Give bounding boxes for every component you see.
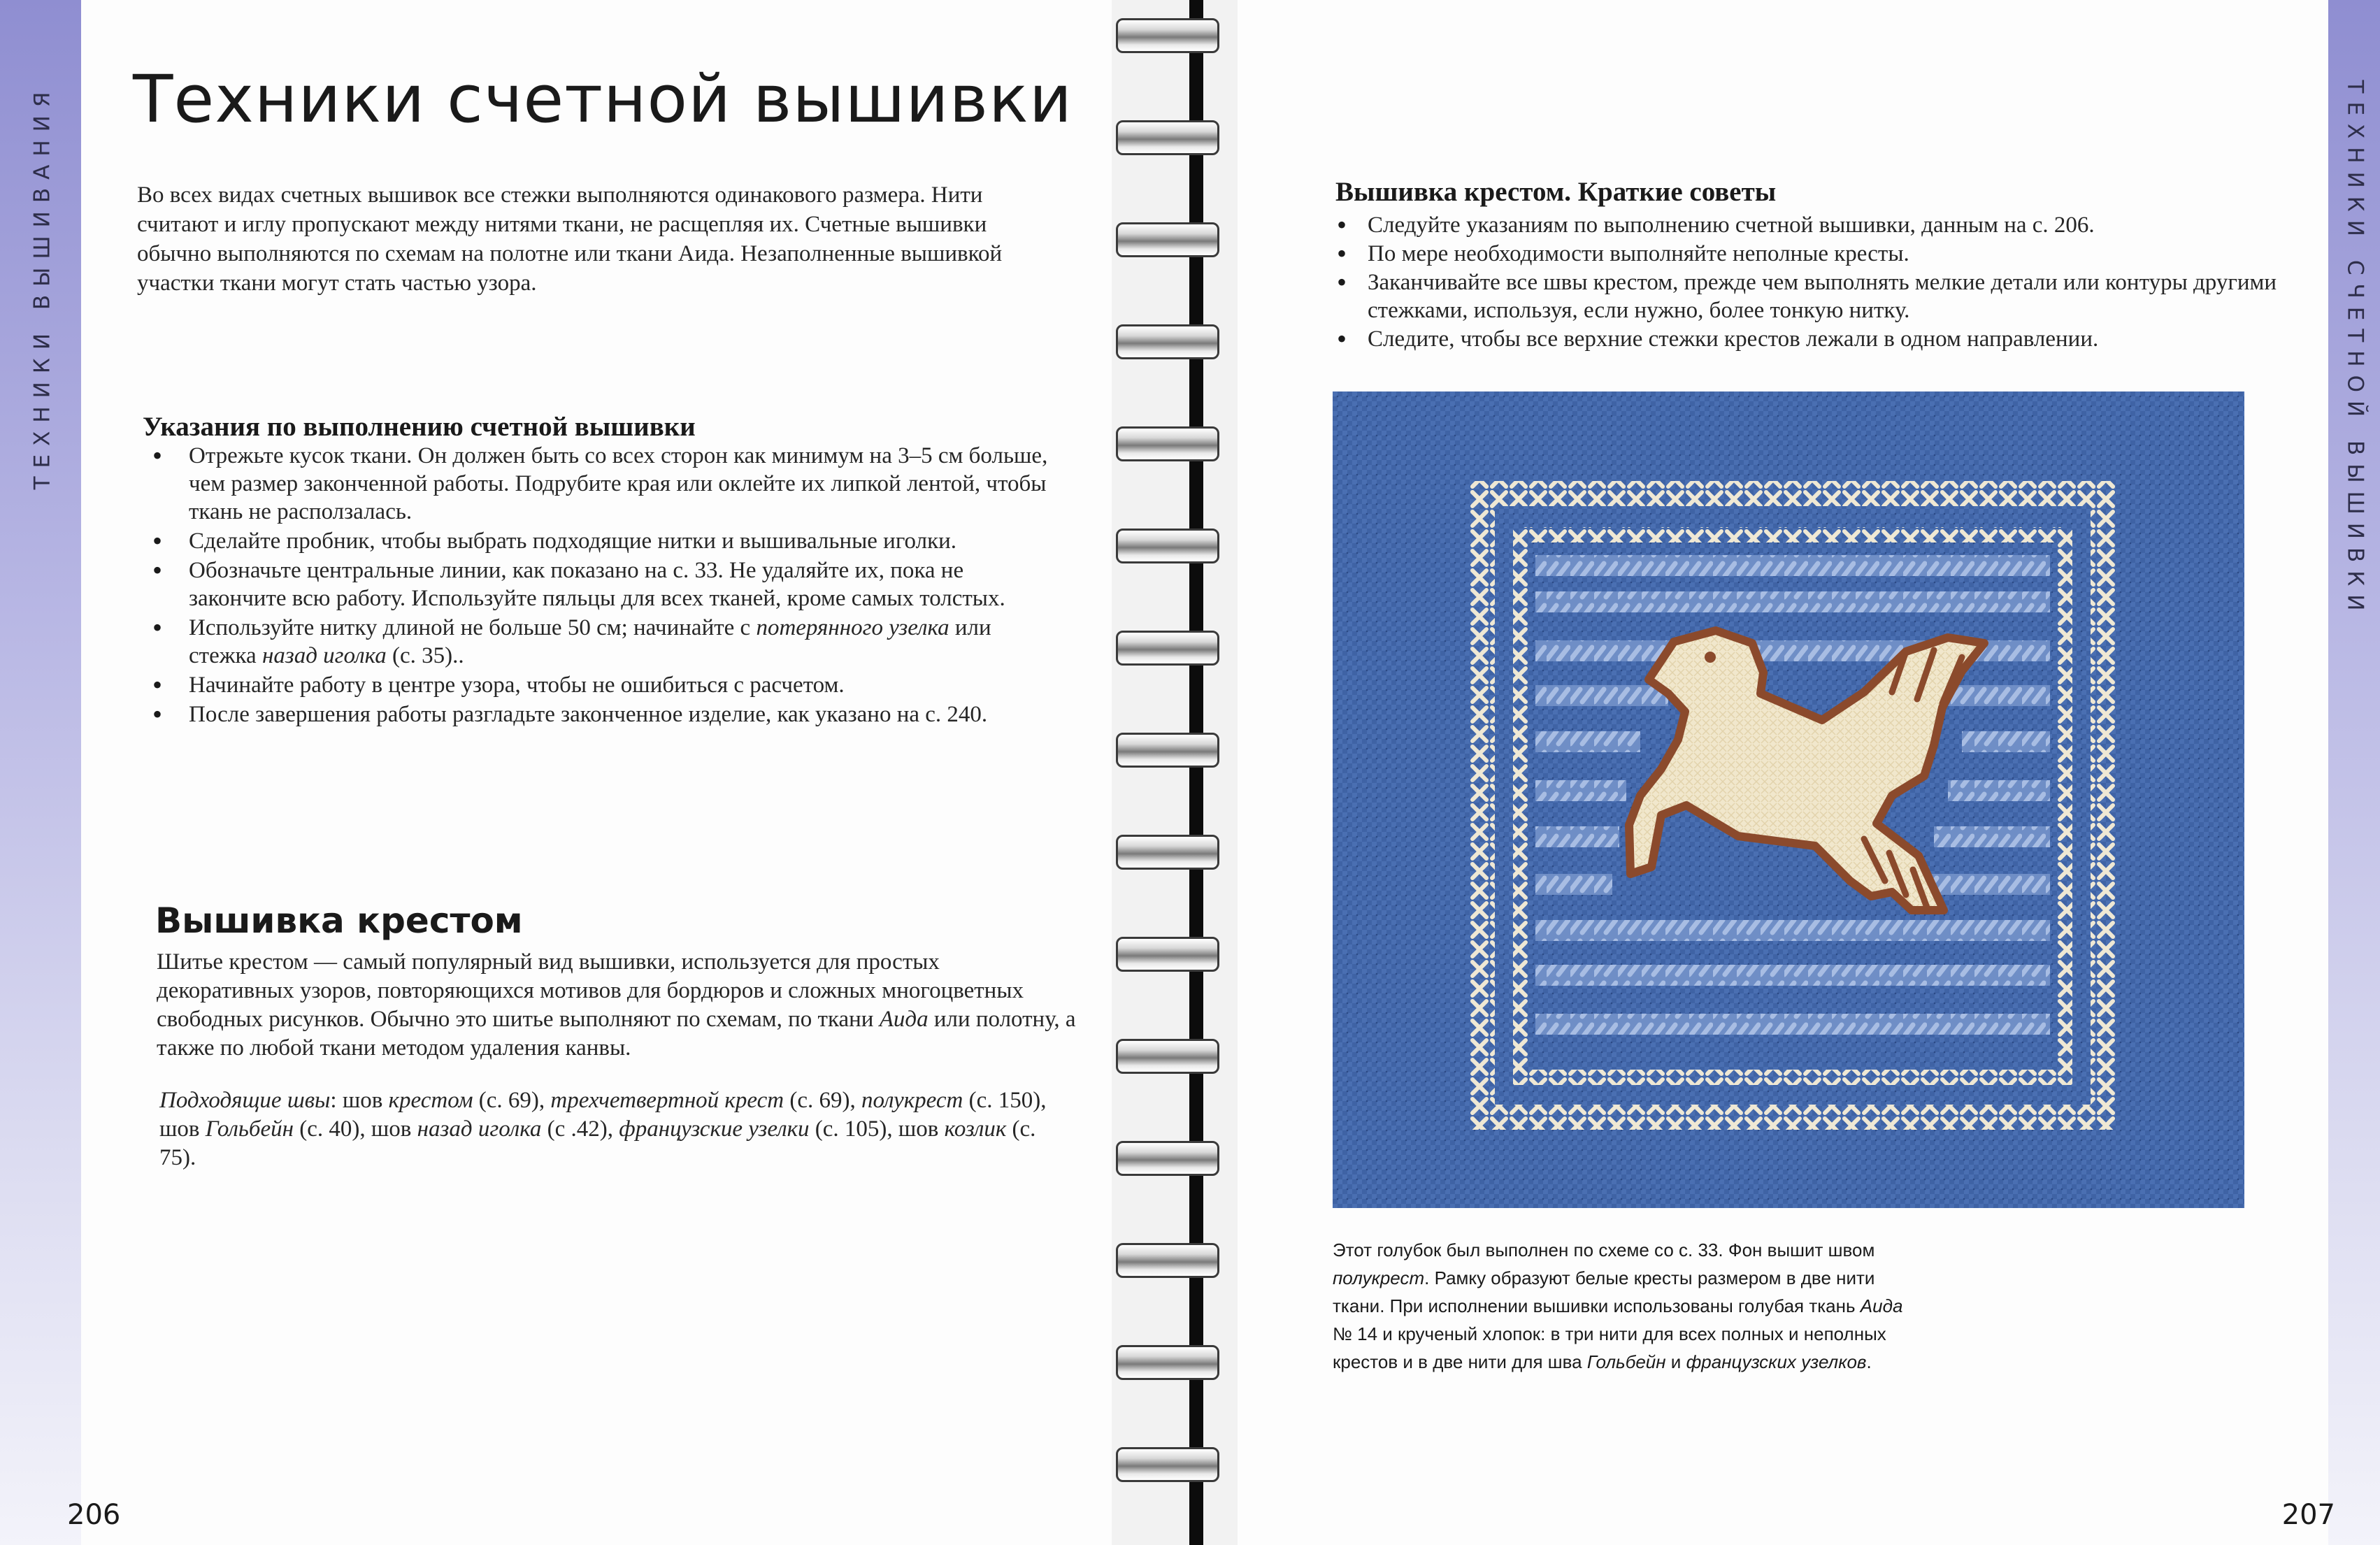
paragraph-text: (с. 150), шов (159, 1088, 1047, 1142)
spiral-binding (1112, 0, 1238, 1545)
stitch-name: Гольбейн (205, 1116, 294, 1142)
list-item: • Следите, чтобы все верхние стежки крестов лежали в одном направлении. (1335, 325, 2300, 353)
caption-text: и (1665, 1351, 1686, 1372)
list-item: • После завершения работы разгладьте законченное изделие, как указано на с. 240. (150, 700, 1059, 728)
binding-ring (1116, 835, 1219, 870)
page-title: Техники счетной вышивки (133, 62, 1073, 138)
stitch-name: назад иголка (261, 643, 387, 668)
instructions-list (150, 442, 1059, 730)
binding-ring (1116, 222, 1219, 257)
paragraph-text: (с. 75). (159, 1116, 1036, 1170)
binding-ring (1116, 426, 1219, 461)
list-item: • Заканчивайте все швы крестом, прежде чем выполнять мелкие детали или контуры другими стежками, используя, если нужно, более тонкую нитку. (1335, 268, 2300, 324)
paragraph-text: (с. 105), шов (809, 1116, 945, 1142)
stitch-name: потерянного узелка (756, 615, 949, 640)
binding-ring (1116, 733, 1219, 768)
cross-stitch-heading: Вышивка крестом (155, 900, 523, 941)
list-item-text: Используйте нитку длиной не больше 50 см; начинайте с (189, 615, 757, 640)
binding-ring (1116, 1345, 1219, 1380)
photo-caption (1333, 1236, 1913, 1376)
binding-ring (1116, 631, 1219, 666)
list-item: • Начинайте работу в центре узора, чтобы не ошибиться с расчетом. (150, 671, 1059, 699)
binding-ring (1116, 18, 1219, 53)
caption-emphasis: французских узелков (1686, 1351, 1867, 1372)
binding-ring (1116, 1039, 1219, 1074)
binding-ring (1116, 529, 1219, 563)
list-item: • Сделайте пробник, чтобы выбрать подходящие нитки и вышивальные иголки. (150, 527, 1059, 555)
right-side-label: ТЕХНИКИ СЧЕТНОЙ ВЫШИВКИ (2342, 80, 2368, 619)
stitch-name: французские узелки (619, 1116, 810, 1142)
caption-emphasis: Гольбейн (1586, 1351, 1666, 1372)
tips-heading: Вышивка крестом. Краткие советы (1335, 177, 1777, 207)
caption-text: . (1866, 1351, 1872, 1372)
dove-embroidery-image (1333, 391, 2244, 1208)
stitch-name: трехчетвертной крест (550, 1088, 784, 1113)
caption-emphasis: Аида (1860, 1295, 1903, 1316)
fabric-name: Аида (879, 1007, 929, 1032)
suitable-stitches-label: Подходящие швы (159, 1088, 331, 1113)
paragraph-text: (с .42), (541, 1116, 619, 1142)
binding-ring (1116, 324, 1219, 359)
paragraph-text: или полотну, а также по любой ткани методом удаления канвы. (157, 1007, 1076, 1061)
list-item-text: или стежка (189, 615, 991, 668)
binding-ring (1116, 937, 1219, 972)
intro-paragraph: Во всех видах счетных вышивок все стежки выполняются одинакового размера. Нити считают и иглу пропускают между нитями ткани, не расщепляя их. Счетные вышивки обычно выполняются по схемам на полотне или ткани Аида. Незаполненные вышивкой участки ткани могут стать частью узора. (137, 182, 1003, 296)
list-item: • Следуйте указаниям по выполнению счетной вышивки, данным на с. 206. (1335, 211, 2300, 239)
list-item: • Обозначьте центральные линии, как показано на с. 33. Не удаляйте их, пока не закончите всю работу. Используйте пяльцы для всех тканей, кроме самых толстых. (150, 556, 1059, 612)
list-item: • По мере необходимости выполняйте неполные кресты. (1335, 240, 2300, 268)
list-item-text: (с. 35).. (386, 643, 464, 668)
instructions-heading: Указания по выполнению счетной вышивки (143, 412, 696, 442)
cross-stitch-paragraph (157, 948, 1080, 1063)
paragraph-text: (с. 40), шов (294, 1116, 417, 1142)
caption-text: . Рамку образуют белые кресты размером в две нити ткани. При исполнении вышивки использованы голубая ткань (1333, 1267, 1875, 1316)
suitable-stitches (159, 1086, 1068, 1172)
embroidery-photo (1333, 391, 2244, 1208)
paragraph-text: (с. 69), (784, 1088, 861, 1113)
page-number-right: 207 (2281, 1499, 2335, 1531)
caption-text: Этот голубок был выполнен по схеме со с. 33. Фон вышит швом (1333, 1239, 1875, 1260)
caption-emphasis: полукрест (1333, 1267, 1425, 1288)
list-item: • Отрежьте кусок ткани. Он должен быть со всех сторон как минимум на 3–5 см больше, чем размер законченной работы. Подрубите края или оклейте их липкой лентой, чтобы ткань не расползалась. (150, 442, 1059, 526)
stitch-name: крестом (388, 1088, 473, 1113)
tips-list (1335, 211, 2300, 354)
paragraph-text: (с. 69), (473, 1088, 551, 1113)
page-number-left: 206 (67, 1499, 121, 1531)
binding-ring (1116, 1141, 1219, 1176)
caption-text: № 14 и крученый хлопок: в три нити для всех полных и неполных крестов и в две нити для шва (1333, 1323, 1886, 1372)
left-side-label: ТЕХНИКИ ВЫШИВАНИЯ (29, 83, 55, 490)
binding-ring (1116, 1447, 1219, 1482)
right-page (1238, 0, 2380, 1545)
paragraph-text: : шов (330, 1088, 389, 1113)
stitch-name: полукрест (861, 1088, 963, 1113)
list-item (150, 614, 1059, 670)
stitch-name: козлик (944, 1116, 1007, 1142)
binding-ring (1116, 120, 1219, 155)
left-page (0, 0, 1112, 1545)
paragraph-text: Шитье крестом — самый популярный вид вышивки, используется для простых декоративных узоров, повторяющихся мотивов для бордюров и сложных многоцветных свободных рисунков. Обычно это шитье выполняют по схемам, по ткани (157, 949, 1024, 1032)
binding-ring (1116, 1243, 1219, 1278)
stitch-name: назад иголка (417, 1116, 542, 1142)
